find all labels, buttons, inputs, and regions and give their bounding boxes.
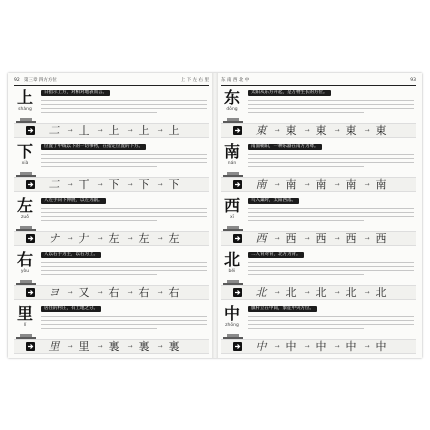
right-header-rule xyxy=(221,85,416,86)
stage-arrow-icon: → xyxy=(127,289,133,296)
script-stage-glyph: 東 xyxy=(375,124,387,137)
stage-arrow-icon: → xyxy=(97,343,103,350)
character-entry xyxy=(8,249,215,303)
arrow-right-icon xyxy=(26,180,35,189)
entry-headline: 位置于中线以下的一切事物，在指定位置的下方。 xyxy=(41,144,146,150)
stage-arrow-icon: → xyxy=(304,127,310,134)
script-stage-glyph: 北 xyxy=(375,286,387,299)
evolution-strip xyxy=(221,231,416,246)
script-stage-glyph: 中 xyxy=(285,340,297,353)
script-stage-glyph: 西 xyxy=(315,232,327,245)
arrow-right-icon xyxy=(26,342,35,351)
arrow-right-icon xyxy=(26,126,35,135)
left-page-tag: 上 下 左 右 里 xyxy=(180,78,209,83)
entry-character: 北 xyxy=(223,250,240,269)
entry-description xyxy=(248,314,414,336)
evolution-strip xyxy=(221,339,416,354)
arrow-right-icon xyxy=(233,126,242,135)
script-stage-glyph: 二 xyxy=(48,178,60,191)
character-entry xyxy=(215,141,422,195)
arrow-right-icon xyxy=(233,342,242,351)
script-stage-glyph: 左 xyxy=(168,232,180,245)
script-stage-glyph: 又 xyxy=(78,286,90,299)
stage-arrow-icon: → xyxy=(334,289,340,296)
entry-description xyxy=(248,152,414,174)
left-page-number: 92 xyxy=(14,78,20,83)
script-stage-glyph: 上 xyxy=(108,124,120,137)
stage-arrow-icon: → xyxy=(274,181,280,188)
script-stage-glyph: 西 xyxy=(375,232,387,245)
book-spread xyxy=(8,73,422,358)
stage-arrow-icon: → xyxy=(334,343,340,350)
script-stage-glyph: 東 xyxy=(315,124,327,137)
stage-arrow-icon: → xyxy=(304,181,310,188)
stage-arrow-icon: → xyxy=(97,235,103,242)
entry-character: 东 xyxy=(223,88,240,107)
entry-character: 中 xyxy=(223,304,240,323)
script-stage-glyph: 里 xyxy=(48,340,60,353)
stage-arrow-icon: → xyxy=(304,289,310,296)
stage-arrow-icon: → xyxy=(274,235,280,242)
evolution-strip xyxy=(14,177,209,192)
entry-pinyin: shàng xyxy=(18,107,32,112)
left-page-chapter: 第三章 四方方位 xyxy=(24,78,57,83)
entry-headline: 二人背对背，北方为背。 xyxy=(248,252,304,258)
stage-arrow-icon: → xyxy=(364,343,370,350)
arrow-right-icon xyxy=(233,180,242,189)
entry-character: 里 xyxy=(16,304,33,323)
script-stage-glyph: 上 xyxy=(168,124,180,137)
right-page-number: 93 xyxy=(410,78,416,83)
stage-arrow-icon: → xyxy=(67,127,73,134)
evolution-strip xyxy=(14,285,209,300)
entry-headline: 南面朝阳，一种乐器在南方为尊。 xyxy=(248,144,322,150)
script-stage-glyph: 西 xyxy=(345,232,357,245)
stage-arrow-icon: → xyxy=(157,181,163,188)
right-page-title: 东 南 西 北 中 xyxy=(221,78,250,83)
stage-arrow-icon: → xyxy=(67,181,73,188)
script-stage-glyph: 裏 xyxy=(168,340,180,353)
script-stage-glyph: 右 xyxy=(108,286,120,299)
script-stage-glyph: 西 xyxy=(255,232,267,245)
evolution-strip xyxy=(221,123,416,138)
stage-arrow-icon: → xyxy=(97,127,103,134)
stage-arrow-icon: → xyxy=(334,127,340,134)
script-stage-glyph: 二 xyxy=(48,124,60,137)
script-stage-glyph: 中 xyxy=(315,340,327,353)
stage-arrow-icon: → xyxy=(67,235,73,242)
stage-arrow-icon: → xyxy=(97,289,103,296)
entry-description xyxy=(41,206,207,228)
entry-pinyin: nán xyxy=(227,161,237,166)
script-stage-glyph: 丄 xyxy=(78,124,90,137)
entry-headline: 日指示上方，对相对地表而言。 xyxy=(41,90,110,96)
stage-arrow-icon: → xyxy=(97,181,103,188)
stage-arrow-icon: → xyxy=(364,181,370,188)
stage-arrow-icon: → xyxy=(274,127,280,134)
entry-character: 右 xyxy=(16,250,33,269)
script-stage-glyph: 下 xyxy=(138,178,150,191)
stage-arrow-icon: → xyxy=(304,235,310,242)
entry-headline: 人以右手为主，以右为上。 xyxy=(41,252,101,258)
entry-pinyin: zuǒ xyxy=(21,215,29,220)
script-stage-glyph: 東 xyxy=(255,124,267,137)
stage-arrow-icon: → xyxy=(364,127,370,134)
script-stage-glyph: 北 xyxy=(345,286,357,299)
entry-headline: 旗杆立在中间，象征中央方位。 xyxy=(248,306,317,312)
script-stage-glyph: 中 xyxy=(375,340,387,353)
evolution-strip xyxy=(14,231,209,246)
entry-description xyxy=(248,260,414,282)
stage-arrow-icon: → xyxy=(67,289,73,296)
entry-character: 南 xyxy=(223,142,240,161)
right-page-header xyxy=(221,77,416,84)
stage-arrow-icon: → xyxy=(304,343,310,350)
entry-character: 左 xyxy=(16,196,33,215)
right-page xyxy=(215,73,422,358)
left-header-rule xyxy=(14,85,209,86)
script-stage-glyph: 東 xyxy=(345,124,357,137)
entry-pinyin: lǐ xyxy=(23,323,27,328)
entry-pinyin: xī xyxy=(230,215,234,220)
entry-description xyxy=(41,152,207,174)
character-entry xyxy=(8,141,215,195)
stage-arrow-icon: → xyxy=(157,235,163,242)
stage-arrow-icon: → xyxy=(127,127,133,134)
entry-character: 上 xyxy=(16,88,33,107)
arrow-right-icon xyxy=(233,288,242,297)
character-entry xyxy=(215,195,422,249)
stage-arrow-icon: → xyxy=(157,127,163,134)
entry-character: 下 xyxy=(16,142,33,161)
evolution-strip xyxy=(221,177,416,192)
script-stage-glyph: ヨ xyxy=(48,286,60,299)
stage-arrow-icon: → xyxy=(67,343,73,350)
entry-description xyxy=(41,98,207,120)
script-stage-glyph: 南 xyxy=(345,178,357,191)
stage-arrow-icon: → xyxy=(274,343,280,350)
entry-headline: 人左手向下伸展，以左为副。 xyxy=(41,198,106,204)
stage-arrow-icon: → xyxy=(334,235,340,242)
script-stage-glyph: 裏 xyxy=(138,340,150,353)
entry-headline: 鸟入巢时，太阳西落。 xyxy=(248,198,299,204)
arrow-right-icon xyxy=(26,288,35,297)
script-stage-glyph: ナ xyxy=(48,232,60,245)
character-entry xyxy=(8,303,215,357)
script-stage-glyph: 下 xyxy=(168,178,180,191)
script-stage-glyph: 右 xyxy=(168,286,180,299)
stage-arrow-icon: → xyxy=(127,235,133,242)
evolution-strip xyxy=(14,123,209,138)
entry-pinyin: běi xyxy=(228,269,236,274)
character-entry xyxy=(215,303,422,357)
entry-description xyxy=(41,260,207,282)
stage-arrow-icon: → xyxy=(334,181,340,188)
arrow-right-icon xyxy=(26,234,35,243)
entry-pinyin: zhōng xyxy=(225,323,239,328)
stage-arrow-icon: → xyxy=(157,289,163,296)
character-entry xyxy=(8,87,215,141)
entry-description xyxy=(41,314,207,336)
script-stage-glyph: 中 xyxy=(255,340,267,353)
script-stage-glyph: 南 xyxy=(315,178,327,191)
script-stage-glyph: 中 xyxy=(345,340,357,353)
stage-arrow-icon: → xyxy=(127,343,133,350)
script-stage-glyph: 北 xyxy=(315,286,327,299)
script-stage-glyph: 西 xyxy=(285,232,297,245)
entry-pinyin: yòu xyxy=(20,269,30,274)
entry-description xyxy=(248,98,414,120)
script-stage-glyph: 南 xyxy=(255,178,267,191)
entry-character: 西 xyxy=(223,196,240,215)
stage-arrow-icon: → xyxy=(157,343,163,350)
script-stage-glyph: 東 xyxy=(285,124,297,137)
character-entry xyxy=(215,249,422,303)
entry-headline: 居住的村庄，有土地之分。 xyxy=(41,306,101,312)
stage-arrow-icon: → xyxy=(127,181,133,188)
script-stage-glyph: 北 xyxy=(285,286,297,299)
entry-pinyin: dōng xyxy=(226,107,238,112)
stage-arrow-icon: → xyxy=(364,235,370,242)
script-stage-glyph: 南 xyxy=(375,178,387,191)
script-stage-glyph: 北 xyxy=(255,286,267,299)
stage-arrow-icon: → xyxy=(364,289,370,296)
script-stage-glyph: 下 xyxy=(108,178,120,191)
left-page-header xyxy=(14,77,209,84)
evolution-strip xyxy=(14,339,209,354)
entry-headline: 太阳从东方升起，是万物生长的方位。 xyxy=(248,90,331,96)
script-stage-glyph: 𠂇 xyxy=(78,232,90,245)
script-stage-glyph: 右 xyxy=(138,286,150,299)
script-stage-glyph: 左 xyxy=(108,232,120,245)
evolution-strip xyxy=(221,285,416,300)
entry-description xyxy=(248,206,414,228)
script-stage-glyph: 里 xyxy=(78,340,90,353)
left-page xyxy=(8,73,215,358)
script-stage-glyph: 左 xyxy=(138,232,150,245)
character-entry xyxy=(8,195,215,249)
character-entry xyxy=(215,87,422,141)
script-stage-glyph: 上 xyxy=(138,124,150,137)
script-stage-glyph: 丅 xyxy=(78,178,90,191)
script-stage-glyph: 南 xyxy=(285,178,297,191)
arrow-right-icon xyxy=(233,234,242,243)
entry-pinyin: xià xyxy=(21,161,29,166)
script-stage-glyph: 裏 xyxy=(108,340,120,353)
stage-arrow-icon: → xyxy=(274,289,280,296)
